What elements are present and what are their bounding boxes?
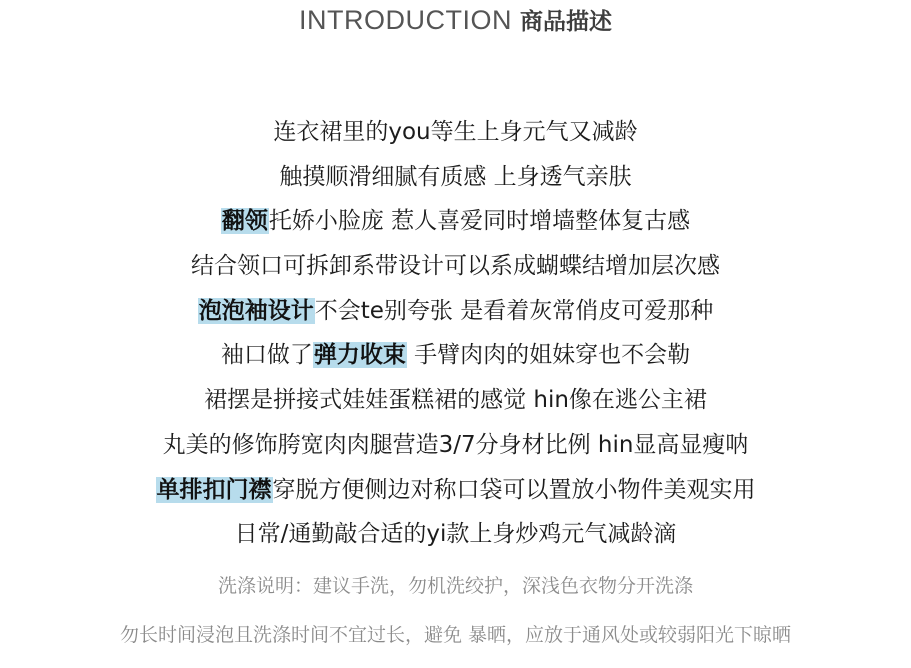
description-text: 丸美的修饰胯宽肉肉腿营造3/7分身材比例 hin显高显瘦呐 [162, 431, 749, 458]
description-line [0, 110, 911, 155]
description-line [0, 244, 911, 289]
description-text: 托娇小脸庞 惹人喜爱同时增墙整体复古感 [268, 208, 691, 235]
care-instructions: 洗涤说明：建议手洗，勿机洗绞护，深浅色衣物分开洗涤 [217, 575, 693, 597]
description-text: 袖口做了 [220, 342, 313, 369]
description-text: 穿脱方便侧边对称口袋可以置放小物件美观实用 [272, 476, 756, 503]
description-text: 触摸顺滑细腻有质感 上身透气亲肤 [279, 163, 632, 190]
header-title-en: INTRODUCTION [299, 5, 512, 35]
description-line [0, 423, 911, 468]
description-line [0, 333, 911, 378]
page-header [0, 0, 911, 40]
description-text: 不会te别夸张 是看着灰常俏皮可爱那种 [314, 297, 714, 324]
description-text: 连衣裙里的you等生上身元气又减龄 [273, 119, 638, 145]
description-line [0, 155, 911, 200]
description-text: 裙摆是拼接式娃娃蛋糕裙的感觉 hin像在逃公主裙 [204, 387, 707, 414]
description-line [0, 378, 911, 423]
description-text: 结合领口可拆卸系带设计可以系成蝴蝶结增加层次感 [191, 253, 720, 280]
highlighted-feature: 翻领 [221, 208, 268, 235]
description-line [0, 468, 911, 513]
highlighted-feature: 泡泡袖设计 [198, 297, 314, 324]
highlighted-feature: 单排扣门襟 [156, 476, 272, 503]
description-line [0, 199, 911, 244]
description-text: 日常/通勤敲合适的yi款上身炒鸡元气减龄滴 [234, 521, 677, 548]
highlighted-feature: 弹力收束 [313, 342, 406, 369]
product-description [0, 110, 911, 557]
description-line [0, 512, 911, 557]
description-text: 手臂肉肉的姐妹穿也不会勒 [406, 342, 691, 369]
care-warning: 勿长时间浸泡且洗涤时间不宜过长，避免 暴晒，应放于通风处或较弱阳光下晾晒 [119, 624, 792, 646]
header-title-cn: 商品描述 [519, 9, 612, 35]
description-line [0, 289, 911, 334]
